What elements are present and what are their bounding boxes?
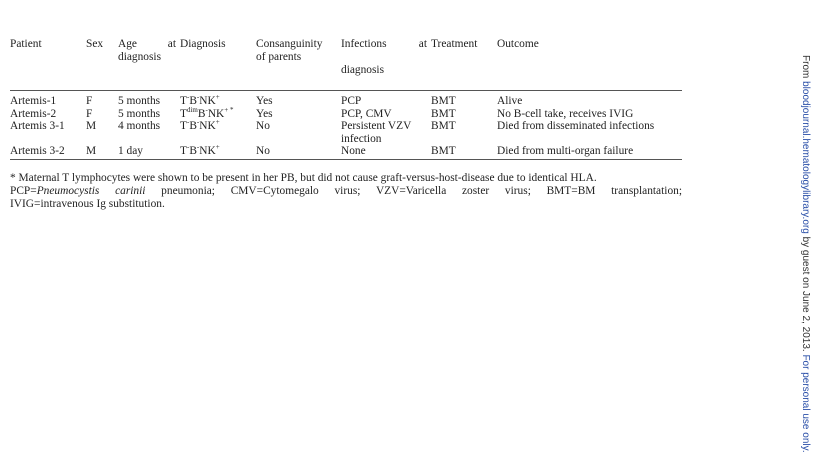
header-treatment: Treatment <box>431 38 497 91</box>
header-age-word-1: Age <box>118 38 137 50</box>
header-patient: Patient <box>10 38 86 91</box>
cell-patient: Artemis-1 <box>10 95 57 107</box>
header-age <box>118 38 180 91</box>
table-row <box>10 108 682 121</box>
table-row <box>10 120 682 145</box>
patient-table <box>10 38 682 160</box>
header-consanguinity-line-1: Consanguinity <box>256 38 323 50</box>
cell-diagnosis: T-B-NK+ <box>180 93 220 107</box>
cell-age: 5 months <box>118 95 161 107</box>
cell-treatment: BMT <box>431 107 456 120</box>
cell-age: 1 day <box>118 145 180 159</box>
cell-diagnosis: T-B-NK+ <box>180 118 220 132</box>
header-age-word-3: diagnosis <box>118 50 162 63</box>
table-row <box>10 91 682 108</box>
side-notice: From bloodjournal.hematologylibrary.org by guest on June 2, 2013. For personal use only. <box>800 55 811 453</box>
cell-patient: Artemis-2 <box>10 107 57 120</box>
header-infections-word-1: Infections <box>341 38 387 50</box>
cell-age: 4 months <box>118 120 161 132</box>
table-row <box>10 145 682 159</box>
cell-treatment: BMT <box>431 120 456 132</box>
cell-treatment: BMT <box>431 95 456 107</box>
cell-sex: M <box>86 120 97 132</box>
cell-consanguinity: No <box>256 145 341 159</box>
table-header-row <box>10 38 682 91</box>
footnote-abbreviations: PCP=Pneumocystis carinii pneumonia; CMV=Cytomegalo virus; VZV=Varicella zoster virus; BMT=BM transplantation; <box>10 185 683 197</box>
footnote-abbreviations-continued: IVIG=intravenous Ig substitution. <box>10 198 165 210</box>
cell-diagnosis: $T^{dim}B^-NK^{+ *}$ <box>180 105 234 120</box>
personal-use-link[interactable]: For personal use only. <box>800 354 811 453</box>
cell-consanguinity: Yes <box>256 95 273 107</box>
cell-outcome: Died from disseminated infections <box>497 120 655 132</box>
header-age-word-2: at <box>167 38 176 50</box>
header-infections <box>341 38 431 91</box>
cell-infections: PCP, CMV <box>341 107 392 120</box>
header-sex: Sex <box>86 38 118 91</box>
cell-infections: None <box>341 145 431 159</box>
cell-consanguinity: Yes <box>256 107 273 120</box>
cell-infections: PCP <box>341 95 362 107</box>
table-footnotes <box>10 172 682 211</box>
cell-infections: Persistent VZV infection <box>341 120 412 145</box>
header-outcome: Outcome <box>497 38 682 91</box>
cell-age: 5 months <box>118 107 161 120</box>
journal-link[interactable]: bloodjournal.hematologylibrary.org <box>800 81 811 234</box>
cell-outcome: Alive <box>497 95 523 107</box>
cell-sex: F <box>86 107 93 120</box>
cell-treatment: BMT <box>431 145 497 159</box>
cell-patient: Artemis 3-1 <box>10 120 65 132</box>
cell-outcome: No B-cell take, receives IVIG <box>497 107 634 120</box>
header-consanguinity <box>256 38 341 91</box>
cell-outcome: Died from multi-organ failure <box>497 145 682 159</box>
cell-consanguinity: No <box>256 120 270 132</box>
cell-sex: M <box>86 145 118 159</box>
header-infections-word-3: diagnosis <box>341 63 385 76</box>
cell-patient: Artemis 3-2 <box>10 145 86 159</box>
cell-diagnosis: T-B-NK+ <box>180 145 256 159</box>
cell-sex: F <box>86 95 93 107</box>
header-consanguinity-line-2: of parents <box>256 50 302 63</box>
footnote-maternal: * Maternal T lymphocytes were shown to be present in her PB, but did not cause graft-versus-host-disease due to identical HLA. <box>10 172 597 184</box>
header-infections-word-2: at <box>418 38 427 50</box>
header-diagnosis: Diagnosis <box>180 38 256 91</box>
